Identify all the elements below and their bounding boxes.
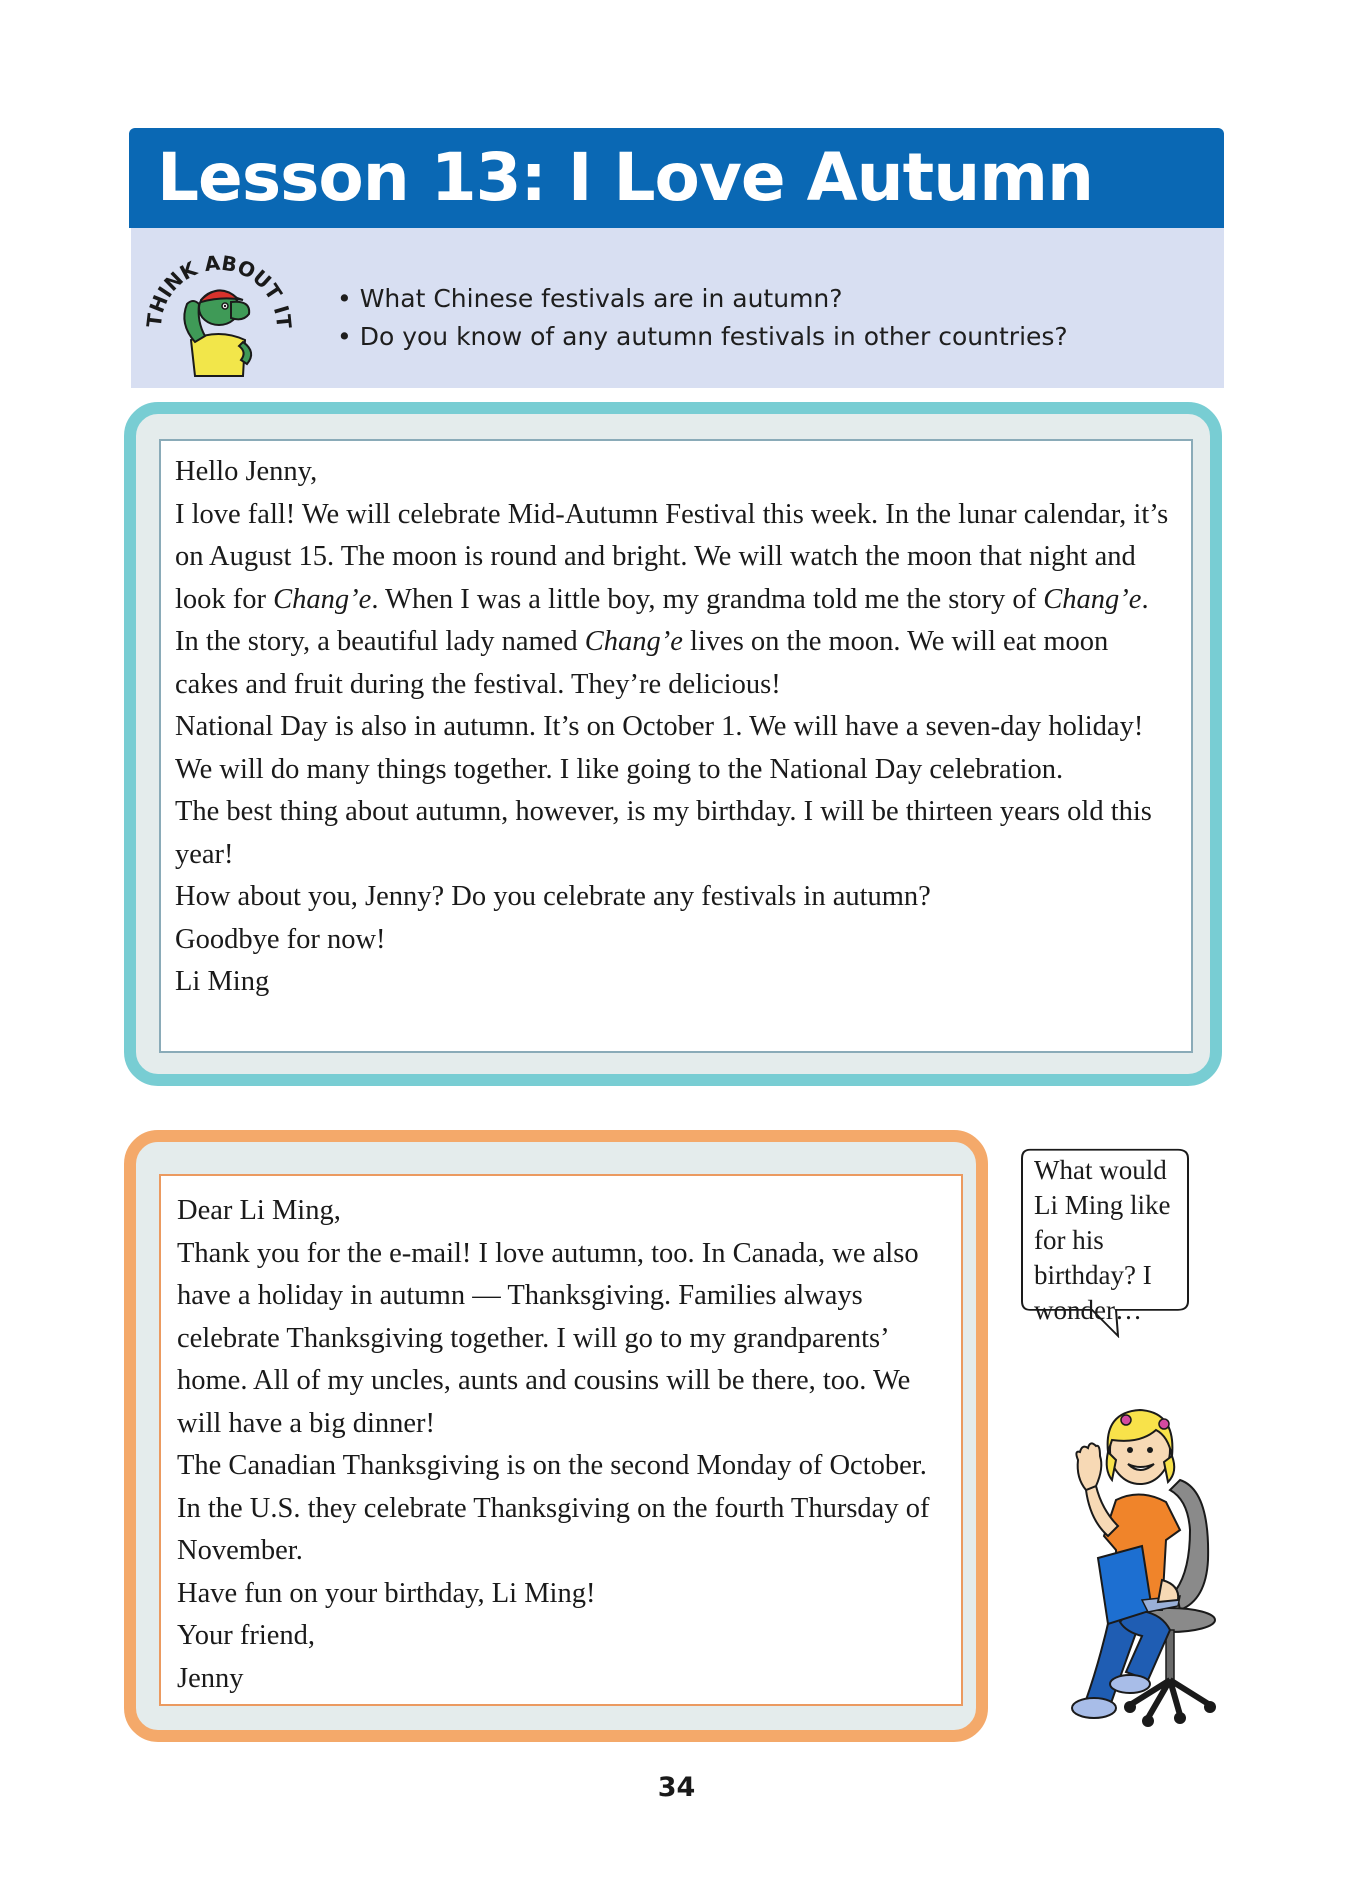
letter-signature: Jenny [177,1662,244,1694]
letter-paragraph: I love fall! We will celebrate Mid-Autumn Festival this week. In the lunar calendar, it’s on August 15. The moon is round and bright. We will watch the moon that night and look for Chang’e. When I was a little boy, my grandma told me the story of Chang’e. In the story, a beautiful lady named Chang’e lives on the moon. We will eat moon cakes and fruit during the festival. They’re delicious! [175,498,1169,700]
jenny-with-laptop-illustration [1030,1360,1230,1740]
think-about-it-badge-text: THINK ABOUT IT [141,250,297,330]
lesson-title-bar [129,128,1224,228]
letter-paragraph: How about you, Jenny? Do you celebrate any festivals in autumn? [175,881,931,912]
lesson-title: Lesson 13: I Love Autumn [157,139,1093,216]
letter-paragraph: National Day is also in autumn. It’s on October 1. We will have a seven-day holiday! We will do many things together. I like going to the National Day celebration. [175,711,1144,785]
letter-from-jenny [159,1174,963,1706]
letter-closing: Your friend, [177,1620,316,1651]
letter-paragraph: Thank you for the e-mail! I love autumn, too. In Canada, we also have a holiday in autumn — Thanksgiving. Families always celebrate Thanksgiving together. I will go to my grandparents’ home. All of my uncles, aunts and cousins will be there, too. We will have a big dinner! [177,1237,919,1439]
letter-paragraph: The Canadian Thanksgiving is on the second Monday of October. In the U.S. they celebrate Thanksgiving on the fourth Thursday of November. [177,1450,930,1566]
letter-closing: Goodbye for now! [175,923,386,955]
letter-from-li-ming [159,439,1193,1053]
think-about-it-questions [337,280,1068,356]
letter-greeting: Dear Li Ming, [177,1195,341,1226]
letter-greeting: Hello Jenny, [175,456,318,487]
letter-paragraph: The best thing about autumn, however, is my birthday. I will be thirteen years old this year! [175,796,1152,870]
letter-paragraph: Have fun on your birthday, Li Ming! [177,1577,596,1609]
chang-e-name: Chang’e [1043,583,1142,615]
think-question: • What Chinese festivals are in autumn? [337,280,1068,318]
page-number: 34 [657,1772,696,1803]
speech-bubble-text: What would Li Ming like for his birthday? I wonder… [1034,1155,1171,1325]
letter-signature: Li Ming [175,966,270,997]
think-question: • Do you know of any autumn festivals in other countries? [337,318,1068,356]
chang-e-name: Chang’e [584,626,683,657]
chang-e-name: Chang’e [273,583,372,615]
think-about-it-dinosaur-icon [139,242,299,382]
think-about-it-section [131,228,1224,388]
